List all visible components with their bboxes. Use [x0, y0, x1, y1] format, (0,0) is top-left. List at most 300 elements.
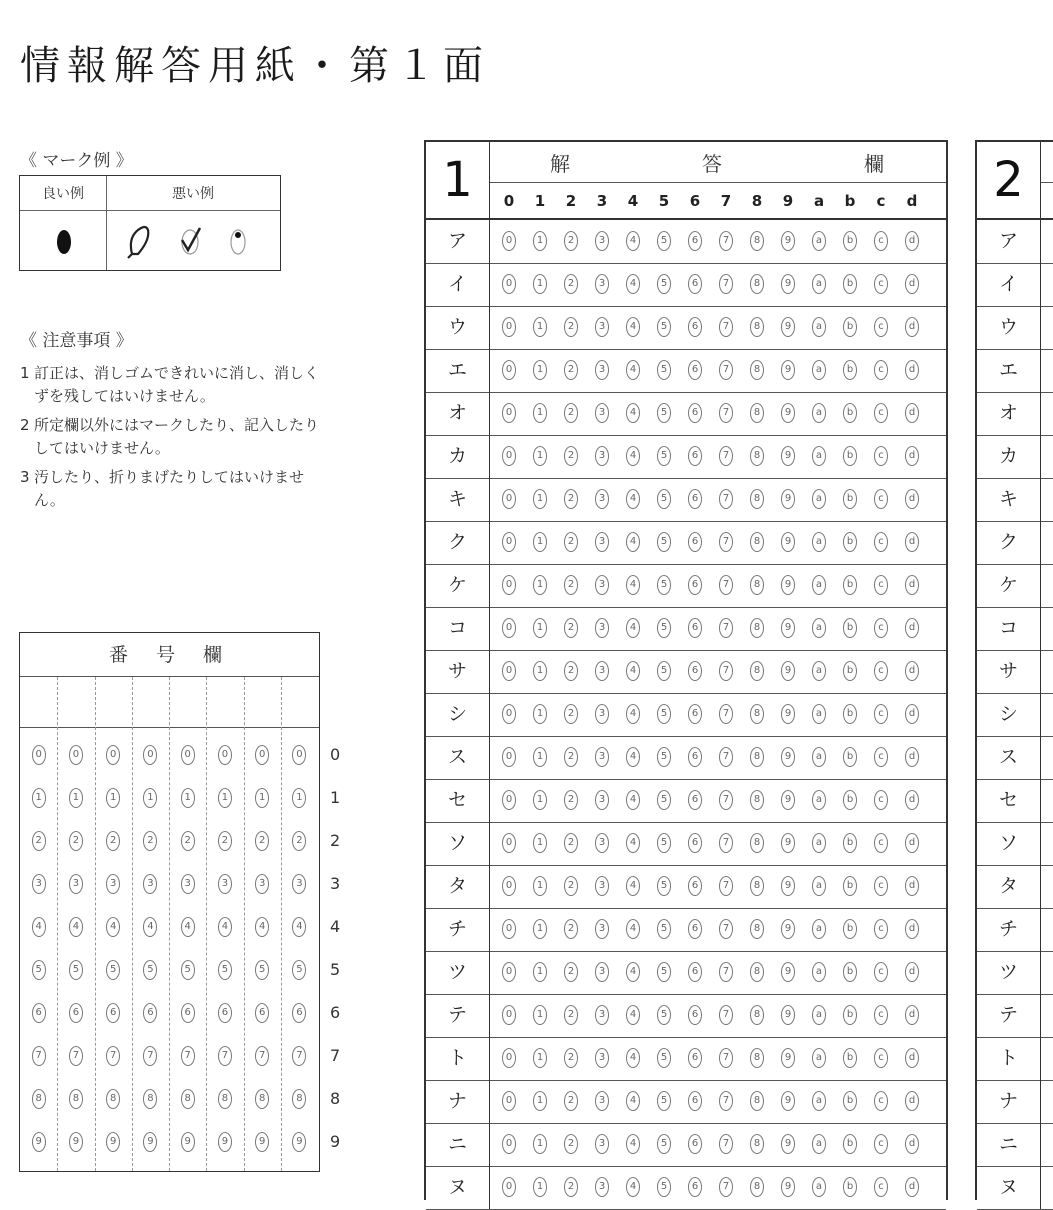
answer-bubble[interactable]: 6 [688, 446, 702, 466]
answer-bubble[interactable]: 1 [533, 661, 547, 681]
number-bubble[interactable]: 8 [255, 1089, 269, 1109]
answer-bubble[interactable]: 7 [719, 532, 733, 552]
answer-bubble[interactable]: a [812, 532, 826, 552]
answer-bubble[interactable]: d [905, 575, 919, 595]
answer-bubble[interactable]: 6 [688, 274, 702, 294]
answer-bubble[interactable]: 9 [781, 1177, 795, 1197]
answer-bubble[interactable]: 3 [595, 575, 609, 595]
answer-bubble[interactable]: 8 [750, 1177, 764, 1197]
answer-bubble[interactable]: 5 [657, 317, 671, 337]
answer-bubble[interactable]: 0 [502, 532, 516, 552]
number-bubble[interactable]: 2 [32, 831, 46, 851]
answer-bubble[interactable]: 7 [719, 1134, 733, 1154]
answer-bubble[interactable]: 1 [533, 231, 547, 251]
answer-bubble[interactable]: 6 [688, 575, 702, 595]
answer-bubble[interactable]: 6 [688, 618, 702, 638]
answer-bubble[interactable]: c [874, 575, 888, 595]
answer-bubble[interactable]: 7 [719, 403, 733, 423]
answer-bubble[interactable]: 8 [750, 274, 764, 294]
answer-bubble[interactable]: d [905, 446, 919, 466]
answer-bubble[interactable]: 9 [781, 1134, 795, 1154]
answer-bubble[interactable]: d [905, 360, 919, 380]
answer-bubble[interactable]: 6 [688, 1091, 702, 1111]
answer-bubble[interactable]: 7 [719, 360, 733, 380]
answer-bubble[interactable]: 8 [750, 1134, 764, 1154]
answer-bubble[interactable]: 5 [657, 1134, 671, 1154]
answer-bubble[interactable]: b [843, 1091, 857, 1111]
number-bubble[interactable]: 3 [218, 874, 232, 894]
answer-bubble[interactable]: 2 [564, 1177, 578, 1197]
answer-bubble[interactable]: 6 [688, 833, 702, 853]
answer-bubble[interactable]: a [812, 403, 826, 423]
answer-bubble[interactable]: 7 [719, 575, 733, 595]
number-bubble[interactable]: 1 [143, 788, 157, 808]
number-bubble[interactable]: 8 [292, 1089, 306, 1109]
answer-bubble[interactable]: 6 [688, 1134, 702, 1154]
answer-bubble[interactable]: d [905, 231, 919, 251]
answer-bubble[interactable]: 5 [657, 403, 671, 423]
answer-bubble[interactable]: a [812, 231, 826, 251]
answer-bubble[interactable]: 2 [564, 317, 578, 337]
number-bubble[interactable]: 2 [255, 831, 269, 851]
answer-bubble[interactable]: 4 [626, 317, 640, 337]
number-bubble[interactable]: 7 [143, 1046, 157, 1066]
answer-bubble[interactable]: 5 [657, 962, 671, 982]
number-bubble[interactable]: 5 [106, 960, 120, 980]
number-bubble[interactable]: 2 [181, 831, 195, 851]
number-bubble[interactable]: 0 [143, 745, 157, 765]
answer-bubble[interactable]: 1 [533, 575, 547, 595]
answer-bubble[interactable]: 2 [564, 704, 578, 724]
answer-bubble[interactable]: 5 [657, 1048, 671, 1068]
answer-bubble[interactable]: 0 [502, 747, 516, 767]
answer-bubble[interactable]: 1 [533, 317, 547, 337]
number-bubble[interactable]: 9 [255, 1132, 269, 1152]
answer-bubble[interactable]: 1 [533, 532, 547, 552]
answer-bubble[interactable]: c [874, 1091, 888, 1111]
answer-bubble[interactable]: 4 [626, 1048, 640, 1068]
answer-bubble[interactable]: 3 [595, 618, 609, 638]
answer-bubble[interactable]: a [812, 446, 826, 466]
answer-bubble[interactable]: 2 [564, 1048, 578, 1068]
number-bubble[interactable]: 5 [143, 960, 157, 980]
answer-bubble[interactable]: 5 [657, 1177, 671, 1197]
answer-bubble[interactable]: d [905, 747, 919, 767]
answer-bubble[interactable]: b [843, 532, 857, 552]
number-bubble[interactable]: 3 [255, 874, 269, 894]
answer-bubble[interactable]: 9 [781, 489, 795, 509]
answer-bubble[interactable]: 0 [502, 790, 516, 810]
answer-bubble[interactable]: 6 [688, 1177, 702, 1197]
number-bubble[interactable]: 9 [32, 1132, 46, 1152]
number-bubble[interactable]: 3 [292, 874, 306, 894]
number-bubble[interactable]: 7 [181, 1046, 195, 1066]
answer-bubble[interactable]: 4 [626, 1134, 640, 1154]
answer-bubble[interactable]: d [905, 790, 919, 810]
answer-bubble[interactable]: 2 [564, 231, 578, 251]
answer-bubble[interactable]: 3 [595, 876, 609, 896]
answer-bubble[interactable]: b [843, 919, 857, 939]
answer-bubble[interactable]: 4 [626, 1177, 640, 1197]
answer-bubble[interactable]: 7 [719, 833, 733, 853]
number-bubble[interactable]: 2 [69, 831, 83, 851]
answer-bubble[interactable]: 3 [595, 833, 609, 853]
answer-bubble[interactable]: 1 [533, 876, 547, 896]
answer-bubble[interactable]: d [905, 962, 919, 982]
answer-bubble[interactable]: 8 [750, 962, 764, 982]
answer-bubble[interactable]: b [843, 360, 857, 380]
answer-bubble[interactable]: d [905, 618, 919, 638]
answer-bubble[interactable]: a [812, 833, 826, 853]
number-bubble[interactable]: 3 [69, 874, 83, 894]
answer-bubble[interactable]: d [905, 1005, 919, 1025]
answer-bubble[interactable]: 1 [533, 446, 547, 466]
number-bubble[interactable]: 3 [32, 874, 46, 894]
answer-bubble[interactable]: a [812, 919, 826, 939]
answer-bubble[interactable]: 0 [502, 1134, 516, 1154]
answer-bubble[interactable]: 1 [533, 1048, 547, 1068]
answer-bubble[interactable]: a [812, 790, 826, 810]
answer-bubble[interactable]: 7 [719, 618, 733, 638]
answer-bubble[interactable]: c [874, 403, 888, 423]
answer-bubble[interactable]: 5 [657, 231, 671, 251]
answer-bubble[interactable]: 9 [781, 704, 795, 724]
answer-bubble[interactable]: 0 [502, 446, 516, 466]
answer-bubble[interactable]: 5 [657, 446, 671, 466]
number-bubble[interactable]: 9 [292, 1132, 306, 1152]
number-bubble[interactable]: 4 [69, 917, 83, 937]
answer-bubble[interactable]: 6 [688, 962, 702, 982]
answer-bubble[interactable]: d [905, 1048, 919, 1068]
answer-bubble[interactable]: c [874, 1177, 888, 1197]
answer-bubble[interactable]: 7 [719, 274, 733, 294]
number-bubble[interactable]: 1 [218, 788, 232, 808]
answer-bubble[interactable]: 3 [595, 704, 609, 724]
answer-bubble[interactable]: 0 [502, 1091, 516, 1111]
answer-bubble[interactable]: 9 [781, 618, 795, 638]
answer-bubble[interactable]: 4 [626, 661, 640, 681]
answer-bubble[interactable]: 6 [688, 790, 702, 810]
answer-bubble[interactable]: 4 [626, 704, 640, 724]
answer-bubble[interactable]: 8 [750, 575, 764, 595]
number-bubble[interactable]: 0 [292, 745, 306, 765]
answer-bubble[interactable]: 8 [750, 876, 764, 896]
number-bubble[interactable]: 9 [69, 1132, 83, 1152]
answer-bubble[interactable]: c [874, 790, 888, 810]
answer-bubble[interactable]: c [874, 274, 888, 294]
answer-bubble[interactable]: 6 [688, 231, 702, 251]
answer-bubble[interactable]: 4 [626, 446, 640, 466]
number-bubble[interactable]: 5 [255, 960, 269, 980]
number-bubble[interactable]: 1 [255, 788, 269, 808]
answer-bubble[interactable]: a [812, 1091, 826, 1111]
answer-bubble[interactable]: 9 [781, 446, 795, 466]
answer-bubble[interactable]: b [843, 876, 857, 896]
number-bubble[interactable]: 7 [32, 1046, 46, 1066]
number-bubble[interactable]: 1 [181, 788, 195, 808]
number-bubble[interactable]: 4 [106, 917, 120, 937]
number-bubble[interactable]: 3 [181, 874, 195, 894]
answer-bubble[interactable]: 9 [781, 1091, 795, 1111]
answer-bubble[interactable]: 2 [564, 446, 578, 466]
number-bubble[interactable]: 2 [143, 831, 157, 851]
answer-bubble[interactable]: 8 [750, 1048, 764, 1068]
number-bubble[interactable]: 7 [218, 1046, 232, 1066]
number-bubble[interactable]: 8 [32, 1089, 46, 1109]
number-bubble[interactable]: 6 [255, 1003, 269, 1023]
answer-bubble[interactable]: c [874, 231, 888, 251]
answer-bubble[interactable]: 2 [564, 1134, 578, 1154]
number-bubble[interactable]: 6 [106, 1003, 120, 1023]
answer-bubble[interactable]: b [843, 1048, 857, 1068]
answer-bubble[interactable]: 3 [595, 747, 609, 767]
answer-bubble[interactable]: b [843, 446, 857, 466]
number-bubble[interactable]: 4 [32, 917, 46, 937]
answer-bubble[interactable]: 6 [688, 1005, 702, 1025]
number-bubble[interactable]: 1 [292, 788, 306, 808]
answer-bubble[interactable]: 1 [533, 1091, 547, 1111]
answer-bubble[interactable]: a [812, 1134, 826, 1154]
answer-bubble[interactable]: 3 [595, 1005, 609, 1025]
answer-bubble[interactable]: 1 [533, 1177, 547, 1197]
answer-bubble[interactable]: 1 [533, 274, 547, 294]
answer-bubble[interactable]: 1 [533, 747, 547, 767]
number-bubble[interactable]: 5 [292, 960, 306, 980]
answer-bubble[interactable]: 3 [595, 489, 609, 509]
answer-bubble[interactable]: 2 [564, 919, 578, 939]
number-bubble[interactable]: 4 [292, 917, 306, 937]
answer-bubble[interactable]: 3 [595, 1134, 609, 1154]
answer-bubble[interactable]: d [905, 274, 919, 294]
number-bubble[interactable]: 8 [143, 1089, 157, 1109]
answer-bubble[interactable]: 6 [688, 532, 702, 552]
answer-bubble[interactable]: 0 [502, 489, 516, 509]
answer-bubble[interactable]: 2 [564, 360, 578, 380]
answer-bubble[interactable]: c [874, 876, 888, 896]
answer-bubble[interactable]: 4 [626, 876, 640, 896]
answer-bubble[interactable]: 7 [719, 1005, 733, 1025]
answer-bubble[interactable]: 9 [781, 575, 795, 595]
number-bubble[interactable]: 1 [69, 788, 83, 808]
answer-bubble[interactable]: 6 [688, 876, 702, 896]
answer-bubble[interactable]: 8 [750, 231, 764, 251]
answer-bubble[interactable]: a [812, 876, 826, 896]
answer-bubble[interactable]: 9 [781, 1005, 795, 1025]
answer-bubble[interactable]: b [843, 317, 857, 337]
answer-bubble[interactable]: 1 [533, 403, 547, 423]
number-bubble[interactable]: 4 [255, 917, 269, 937]
answer-bubble[interactable]: a [812, 962, 826, 982]
answer-bubble[interactable]: 4 [626, 618, 640, 638]
answer-bubble[interactable]: 8 [750, 403, 764, 423]
answer-bubble[interactable]: 2 [564, 833, 578, 853]
answer-bubble[interactable]: 8 [750, 833, 764, 853]
answer-bubble[interactable]: c [874, 1134, 888, 1154]
answer-bubble[interactable]: 4 [626, 274, 640, 294]
number-bubble[interactable]: 0 [218, 745, 232, 765]
answer-bubble[interactable]: d [905, 489, 919, 509]
answer-bubble[interactable]: a [812, 704, 826, 724]
answer-bubble[interactable]: 0 [502, 833, 516, 853]
number-bubble[interactable]: 0 [255, 745, 269, 765]
answer-bubble[interactable]: 9 [781, 790, 795, 810]
answer-bubble[interactable]: d [905, 403, 919, 423]
number-bubble[interactable]: 3 [106, 874, 120, 894]
answer-bubble[interactable]: d [905, 1091, 919, 1111]
answer-bubble[interactable]: 0 [502, 661, 516, 681]
number-bubble[interactable]: 0 [181, 745, 195, 765]
answer-bubble[interactable]: 4 [626, 231, 640, 251]
answer-bubble[interactable]: 4 [626, 489, 640, 509]
answer-bubble[interactable]: 1 [533, 489, 547, 509]
answer-bubble[interactable]: 0 [502, 1048, 516, 1068]
answer-bubble[interactable]: 4 [626, 790, 640, 810]
answer-bubble[interactable]: 2 [564, 575, 578, 595]
answer-bubble[interactable]: a [812, 575, 826, 595]
answer-bubble[interactable]: 0 [502, 876, 516, 896]
number-bubble[interactable]: 9 [143, 1132, 157, 1152]
answer-bubble[interactable]: 7 [719, 876, 733, 896]
answer-bubble[interactable]: 8 [750, 747, 764, 767]
answer-bubble[interactable]: 3 [595, 661, 609, 681]
number-bubble[interactable]: 6 [181, 1003, 195, 1023]
answer-bubble[interactable]: 4 [626, 575, 640, 595]
answer-bubble[interactable]: 3 [595, 360, 609, 380]
answer-bubble[interactable]: b [843, 1134, 857, 1154]
number-bubble[interactable]: 8 [69, 1089, 83, 1109]
answer-bubble[interactable]: b [843, 747, 857, 767]
number-bubble[interactable]: 9 [218, 1132, 232, 1152]
answer-bubble[interactable]: 6 [688, 489, 702, 509]
answer-bubble[interactable]: 5 [657, 876, 671, 896]
answer-bubble[interactable]: 5 [657, 661, 671, 681]
answer-bubble[interactable]: b [843, 962, 857, 982]
answer-bubble[interactable]: d [905, 876, 919, 896]
answer-bubble[interactable]: 0 [502, 274, 516, 294]
answer-bubble[interactable]: 3 [595, 962, 609, 982]
answer-bubble[interactable]: 9 [781, 747, 795, 767]
answer-bubble[interactable]: b [843, 1005, 857, 1025]
answer-bubble[interactable]: 3 [595, 1091, 609, 1111]
answer-bubble[interactable]: 5 [657, 704, 671, 724]
answer-bubble[interactable]: b [843, 489, 857, 509]
answer-bubble[interactable]: 0 [502, 360, 516, 380]
answer-bubble[interactable]: c [874, 360, 888, 380]
answer-bubble[interactable]: c [874, 661, 888, 681]
answer-bubble[interactable]: 9 [781, 317, 795, 337]
number-bubble[interactable]: 5 [32, 960, 46, 980]
answer-bubble[interactable]: 7 [719, 919, 733, 939]
answer-bubble[interactable]: 4 [626, 962, 640, 982]
answer-bubble[interactable]: 6 [688, 919, 702, 939]
answer-bubble[interactable]: 6 [688, 661, 702, 681]
answer-bubble[interactable]: 8 [750, 1005, 764, 1025]
answer-bubble[interactable]: a [812, 360, 826, 380]
answer-bubble[interactable]: c [874, 704, 888, 724]
answer-bubble[interactable]: 9 [781, 876, 795, 896]
answer-bubble[interactable]: 7 [719, 962, 733, 982]
answer-bubble[interactable]: c [874, 618, 888, 638]
answer-bubble[interactable]: 6 [688, 747, 702, 767]
answer-bubble[interactable]: b [843, 618, 857, 638]
answer-bubble[interactable]: 7 [719, 790, 733, 810]
answer-bubble[interactable]: a [812, 489, 826, 509]
answer-bubble[interactable]: 7 [719, 489, 733, 509]
answer-bubble[interactable]: 1 [533, 833, 547, 853]
answer-bubble[interactable]: 6 [688, 1048, 702, 1068]
number-bubble[interactable]: 6 [69, 1003, 83, 1023]
answer-bubble[interactable]: 3 [595, 532, 609, 552]
answer-bubble[interactable]: 2 [564, 532, 578, 552]
answer-bubble[interactable]: 1 [533, 704, 547, 724]
number-bubble[interactable]: 5 [69, 960, 83, 980]
answer-bubble[interactable]: 8 [750, 661, 764, 681]
answer-bubble[interactable]: 3 [595, 403, 609, 423]
answer-bubble[interactable]: 1 [533, 962, 547, 982]
answer-bubble[interactable]: 0 [502, 403, 516, 423]
answer-bubble[interactable]: 6 [688, 317, 702, 337]
answer-bubble[interactable]: 7 [719, 1177, 733, 1197]
number-bubble[interactable]: 6 [292, 1003, 306, 1023]
answer-bubble[interactable]: a [812, 747, 826, 767]
answer-bubble[interactable]: b [843, 704, 857, 724]
answer-bubble[interactable]: 7 [719, 446, 733, 466]
answer-bubble[interactable]: 4 [626, 919, 640, 939]
answer-bubble[interactable]: 5 [657, 618, 671, 638]
answer-bubble[interactable]: 9 [781, 231, 795, 251]
answer-bubble[interactable]: 9 [781, 1048, 795, 1068]
answer-bubble[interactable]: 3 [595, 919, 609, 939]
answer-bubble[interactable]: 0 [502, 618, 516, 638]
answer-bubble[interactable]: 3 [595, 231, 609, 251]
number-bubble[interactable]: 7 [69, 1046, 83, 1066]
answer-bubble[interactable]: 8 [750, 1091, 764, 1111]
answer-bubble[interactable]: 7 [719, 1048, 733, 1068]
answer-bubble[interactable]: c [874, 532, 888, 552]
answer-bubble[interactable]: c [874, 833, 888, 853]
answer-bubble[interactable]: 0 [502, 1005, 516, 1025]
answer-bubble[interactable]: 4 [626, 532, 640, 552]
answer-bubble[interactable]: 0 [502, 231, 516, 251]
answer-bubble[interactable]: a [812, 274, 826, 294]
answer-bubble[interactable]: 2 [564, 1091, 578, 1111]
answer-bubble[interactable]: 8 [750, 317, 764, 337]
answer-bubble[interactable]: 7 [719, 704, 733, 724]
answer-bubble[interactable]: 5 [657, 274, 671, 294]
answer-bubble[interactable]: 8 [750, 532, 764, 552]
answer-bubble[interactable]: 9 [781, 274, 795, 294]
answer-bubble[interactable]: 2 [564, 1005, 578, 1025]
answer-bubble[interactable]: 9 [781, 919, 795, 939]
answer-bubble[interactable]: 0 [502, 919, 516, 939]
answer-bubble[interactable]: d [905, 661, 919, 681]
answer-bubble[interactable]: 7 [719, 231, 733, 251]
answer-bubble[interactable]: a [812, 1048, 826, 1068]
answer-bubble[interactable]: b [843, 231, 857, 251]
answer-bubble[interactable]: c [874, 1048, 888, 1068]
answer-bubble[interactable]: 9 [781, 360, 795, 380]
answer-bubble[interactable]: 2 [564, 962, 578, 982]
answer-bubble[interactable]: 2 [564, 489, 578, 509]
number-bubble[interactable]: 0 [69, 745, 83, 765]
answer-bubble[interactable]: 5 [657, 833, 671, 853]
answer-bubble[interactable]: 7 [719, 1091, 733, 1111]
answer-bubble[interactable]: c [874, 919, 888, 939]
answer-bubble[interactable]: a [812, 661, 826, 681]
number-bubble[interactable]: 4 [143, 917, 157, 937]
answer-bubble[interactable]: 1 [533, 919, 547, 939]
answer-bubble[interactable]: c [874, 962, 888, 982]
